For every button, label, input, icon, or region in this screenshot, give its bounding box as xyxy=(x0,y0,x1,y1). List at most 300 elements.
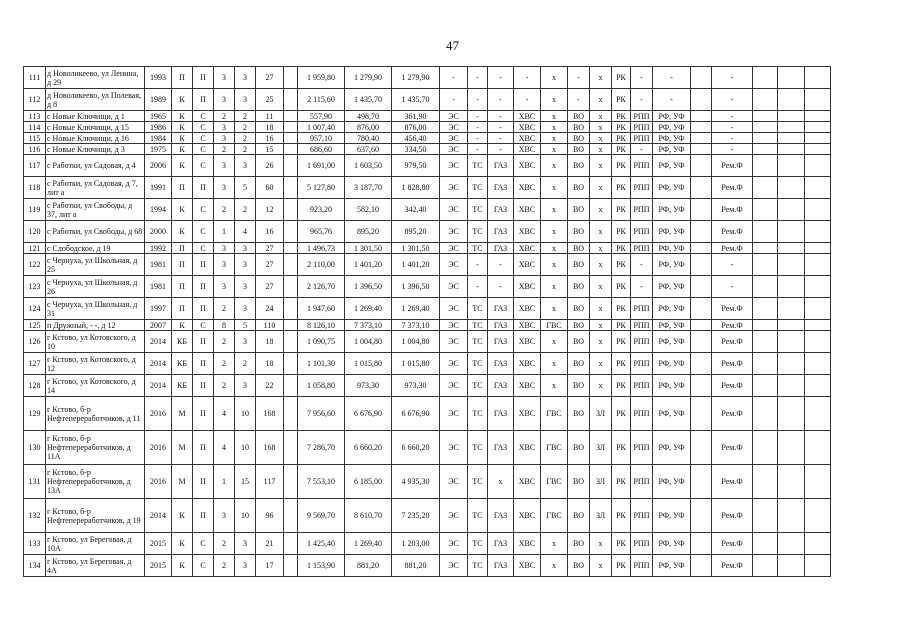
table-cell: ТС xyxy=(468,320,488,331)
table-cell xyxy=(805,67,831,89)
table-cell: ЗЛ xyxy=(590,465,612,499)
table-row xyxy=(24,431,831,465)
table-cell: ЭС xyxy=(440,221,468,243)
table-cell: 2007 xyxy=(145,320,172,331)
table-cell xyxy=(778,353,805,375)
table-cell: ГАЗ xyxy=(488,499,514,533)
table-cell xyxy=(753,397,778,431)
table-cell: К xyxy=(172,221,193,243)
table-cell: 5 xyxy=(235,320,256,331)
table-cell: 1 396,50 xyxy=(345,276,392,298)
table-cell: 2 xyxy=(214,199,235,221)
table-cell: ЭС xyxy=(440,177,468,199)
table-cell: ХВС xyxy=(514,431,541,465)
table-cell: ТС xyxy=(468,465,488,499)
table-cell xyxy=(691,67,712,89)
address-cell: с Работки, ул Свободы, д 37, лит а xyxy=(46,199,145,221)
table-cell: Рем.Ф xyxy=(712,533,753,555)
table-cell: 342,40 xyxy=(392,199,440,221)
table-row xyxy=(24,243,831,254)
table-cell xyxy=(753,465,778,499)
table-cell: РК xyxy=(612,298,631,320)
table-row xyxy=(24,331,831,353)
table-cell: ХВС xyxy=(514,254,541,276)
table-cell: ВО xyxy=(568,353,590,375)
table-cell: ЭС xyxy=(440,144,468,155)
table-cell: ТС xyxy=(468,431,488,465)
table-cell: П xyxy=(193,465,214,499)
table-cell: х xyxy=(541,353,568,375)
table-cell xyxy=(691,375,712,397)
table-cell: ХВС xyxy=(514,111,541,122)
table-cell: х xyxy=(541,375,568,397)
table-cell: х xyxy=(541,67,568,89)
table-cell: РПП xyxy=(631,111,653,122)
table-cell xyxy=(691,320,712,331)
table-cell xyxy=(691,221,712,243)
table-cell: 27 xyxy=(256,276,284,298)
table-cell: ВО xyxy=(568,431,590,465)
table-cell: П xyxy=(172,298,193,320)
table-cell xyxy=(284,555,298,577)
table-cell xyxy=(753,133,778,144)
table-cell: РК xyxy=(612,331,631,353)
table-cell: 10 xyxy=(235,499,256,533)
table-cell: 1984 xyxy=(145,133,172,144)
table-cell: 60 xyxy=(256,177,284,199)
table-cell: 2 xyxy=(214,298,235,320)
table-cell: ЭС xyxy=(440,431,468,465)
table-cell: ЭС xyxy=(440,243,468,254)
table-cell: ЭС xyxy=(440,353,468,375)
table-cell: х xyxy=(590,221,612,243)
table-cell xyxy=(284,375,298,397)
row-number: 122 xyxy=(24,254,46,276)
table-cell xyxy=(778,221,805,243)
table-cell: Рем.Ф xyxy=(712,499,753,533)
table-cell: 1 269,40 xyxy=(392,298,440,320)
table-cell xyxy=(691,243,712,254)
table-cell xyxy=(284,199,298,221)
address-cell: с Слободское, д 19 xyxy=(46,243,145,254)
table-cell: ВО xyxy=(568,397,590,431)
table-cell: К xyxy=(172,155,193,177)
table-cell: 1 279,90 xyxy=(392,67,440,89)
table-cell: х xyxy=(590,144,612,155)
table-cell: Рем.Ф xyxy=(712,221,753,243)
table-cell: РПП xyxy=(631,155,653,177)
table-cell: С xyxy=(193,555,214,577)
table-cell xyxy=(284,243,298,254)
table-cell: Рем.Ф xyxy=(712,375,753,397)
table-cell: ВО xyxy=(568,298,590,320)
table-cell: П xyxy=(193,499,214,533)
table-cell xyxy=(753,155,778,177)
table-cell: 1 xyxy=(214,465,235,499)
table-cell: - xyxy=(712,89,753,111)
table-cell: 1 828,80 xyxy=(392,177,440,199)
table-cell: РФ, УФ xyxy=(653,375,691,397)
table-cell xyxy=(753,555,778,577)
row-number: 130 xyxy=(24,431,46,465)
table-cell: 3 xyxy=(214,67,235,89)
table-cell xyxy=(691,254,712,276)
table-cell: ЗЛ xyxy=(590,431,612,465)
table-cell: 11 xyxy=(256,111,284,122)
table-cell: ХВС xyxy=(514,155,541,177)
table-cell xyxy=(753,67,778,89)
table-cell xyxy=(753,276,778,298)
table-cell: ВО xyxy=(568,465,590,499)
table-cell: Рем.Ф xyxy=(712,243,753,254)
table-cell xyxy=(805,243,831,254)
table-cell xyxy=(778,397,805,431)
table-cell: х xyxy=(541,221,568,243)
row-number: 113 xyxy=(24,111,46,122)
table-cell: 2 xyxy=(235,111,256,122)
table-cell xyxy=(778,298,805,320)
address-cell: с Новые Ключищи, д 15 xyxy=(46,122,145,133)
table-cell: ВО xyxy=(568,254,590,276)
table-cell: РФ, УФ xyxy=(653,298,691,320)
table-cell: К xyxy=(172,199,193,221)
table-cell: С xyxy=(193,221,214,243)
table-cell: РК xyxy=(612,555,631,577)
table-cell: 881,20 xyxy=(345,555,392,577)
table-cell: 1 496,73 xyxy=(298,243,345,254)
table-cell xyxy=(691,555,712,577)
table-cell: 973,30 xyxy=(392,375,440,397)
table-cell: ГАЗ xyxy=(488,199,514,221)
table-cell xyxy=(753,177,778,199)
table-cell: РК xyxy=(612,221,631,243)
table-cell: С xyxy=(193,243,214,254)
table-cell: 1 015,80 xyxy=(345,353,392,375)
table-row xyxy=(24,276,831,298)
table-cell: - xyxy=(468,144,488,155)
table-cell: 17 xyxy=(256,555,284,577)
table-cell: - xyxy=(514,89,541,111)
table-cell: 1975 xyxy=(145,144,172,155)
table-cell: КБ xyxy=(172,331,193,353)
table-cell: ГВС xyxy=(541,431,568,465)
table-cell: ТС xyxy=(468,298,488,320)
row-number: 115 xyxy=(24,133,46,144)
address-cell: г Кстово, б-р Нефтепереработчиков, д 11А xyxy=(46,431,145,465)
table-cell: РФ, УФ xyxy=(653,431,691,465)
address-cell: п Дружный, - -, д 12 xyxy=(46,320,145,331)
table-cell: - xyxy=(631,254,653,276)
table-cell: 881,20 xyxy=(392,555,440,577)
table-cell: ХВС xyxy=(514,331,541,353)
table-cell: 957,10 xyxy=(298,133,345,144)
table-cell: ХВС xyxy=(514,133,541,144)
table-cell xyxy=(753,89,778,111)
table-cell: - xyxy=(488,254,514,276)
table-cell: КБ xyxy=(172,353,193,375)
table-cell xyxy=(691,397,712,431)
table-cell: РК xyxy=(612,155,631,177)
table-cell: - xyxy=(488,67,514,89)
table-cell xyxy=(778,111,805,122)
table-row xyxy=(24,555,831,577)
table-cell: ЭС xyxy=(440,397,468,431)
row-number: 127 xyxy=(24,353,46,375)
table-cell: - xyxy=(653,89,691,111)
table-cell xyxy=(805,155,831,177)
table-cell: - xyxy=(468,254,488,276)
table-row xyxy=(24,133,831,144)
table-cell xyxy=(805,177,831,199)
table-cell: 3 xyxy=(214,254,235,276)
table-cell: 3 xyxy=(235,533,256,555)
table-cell xyxy=(691,276,712,298)
table-cell: Рем.Ф xyxy=(712,465,753,499)
table-cell: 334,50 xyxy=(392,144,440,155)
table-cell xyxy=(753,353,778,375)
table-cell: ЭС xyxy=(440,499,468,533)
table-cell: РПП xyxy=(631,499,653,533)
table-cell: 1986 xyxy=(145,122,172,133)
table-cell: ГАЗ xyxy=(488,353,514,375)
row-number: 121 xyxy=(24,243,46,254)
table-cell xyxy=(805,375,831,397)
table-cell: К xyxy=(172,555,193,577)
table-cell: 16 xyxy=(256,221,284,243)
table-cell xyxy=(284,353,298,375)
table-cell: ГАЗ xyxy=(488,397,514,431)
table-cell: РФ, УФ xyxy=(653,276,691,298)
table-cell: Рем.Ф xyxy=(712,298,753,320)
table-cell: 2 xyxy=(214,331,235,353)
table-cell xyxy=(284,144,298,155)
table-cell: ТС xyxy=(468,177,488,199)
table-cell xyxy=(753,144,778,155)
table-cell: - xyxy=(712,111,753,122)
table-cell xyxy=(284,533,298,555)
table-cell: ХВС xyxy=(514,144,541,155)
table-cell: РПП xyxy=(631,331,653,353)
table-cell: 7 235,20 xyxy=(392,499,440,533)
table-cell: 3 xyxy=(235,67,256,89)
table-cell: ЭС xyxy=(440,155,468,177)
table-cell xyxy=(805,431,831,465)
table-cell xyxy=(805,276,831,298)
table-cell: 1 xyxy=(214,221,235,243)
table-cell: РК xyxy=(612,67,631,89)
table-cell: 2016 xyxy=(145,465,172,499)
table-cell: 24 xyxy=(256,298,284,320)
table-cell: 10 xyxy=(235,397,256,431)
table-cell: ТС xyxy=(468,555,488,577)
table-cell xyxy=(778,144,805,155)
table-cell: - xyxy=(488,133,514,144)
table-cell: ГАЗ xyxy=(488,243,514,254)
table-cell: 3 xyxy=(214,155,235,177)
table-cell: 18 xyxy=(256,353,284,375)
table-cell: П xyxy=(172,276,193,298)
table-cell xyxy=(778,331,805,353)
table-cell xyxy=(778,555,805,577)
table-cell: ГАЗ xyxy=(488,320,514,331)
table-cell: 2016 xyxy=(145,431,172,465)
table-cell: ВО xyxy=(568,331,590,353)
table-cell: 2 xyxy=(214,533,235,555)
table-cell: 1 301,50 xyxy=(392,243,440,254)
table-cell: РФ, УФ xyxy=(653,499,691,533)
table-cell xyxy=(691,533,712,555)
table-cell: 3 xyxy=(214,276,235,298)
table-cell: ГВС xyxy=(541,499,568,533)
table-cell: 2 xyxy=(214,555,235,577)
table-cell: ХВС xyxy=(514,177,541,199)
table-cell: ТС xyxy=(468,243,488,254)
table-cell xyxy=(753,320,778,331)
table-cell xyxy=(753,122,778,133)
table-cell xyxy=(691,133,712,144)
table-cell: Рем.Ф xyxy=(712,177,753,199)
table-cell: 1 058,80 xyxy=(298,375,345,397)
table-row xyxy=(24,254,831,276)
table-row xyxy=(24,375,831,397)
table-cell: П xyxy=(172,67,193,89)
table-cell: ВО xyxy=(568,144,590,155)
table-cell: х xyxy=(590,320,612,331)
table-cell: П xyxy=(172,254,193,276)
table-cell: ВО xyxy=(568,375,590,397)
table-cell: 7 373,10 xyxy=(345,320,392,331)
table-cell: 27 xyxy=(256,254,284,276)
table-cell: РФ, УФ xyxy=(653,465,691,499)
table-cell: 117 xyxy=(256,465,284,499)
table-cell: 2006 xyxy=(145,155,172,177)
table-cell: РК xyxy=(612,375,631,397)
table-cell: РФ, УФ xyxy=(653,243,691,254)
row-number: 119 xyxy=(24,199,46,221)
table-cell: ГАЗ xyxy=(488,375,514,397)
table-cell: 1 004,80 xyxy=(345,331,392,353)
table-cell: 1965 xyxy=(145,111,172,122)
table-cell: С xyxy=(193,144,214,155)
table-cell: - xyxy=(468,122,488,133)
table-cell: 2 xyxy=(235,133,256,144)
table-row xyxy=(24,221,831,243)
table-cell xyxy=(284,331,298,353)
table-cell xyxy=(691,331,712,353)
table-cell: 2 126,70 xyxy=(298,276,345,298)
table-cell xyxy=(805,89,831,111)
table-cell xyxy=(284,499,298,533)
table-cell: 8 610,70 xyxy=(345,499,392,533)
table-cell xyxy=(778,431,805,465)
table-cell: РК xyxy=(612,111,631,122)
address-cell: с Новые Ключищи, д 1 xyxy=(46,111,145,122)
table-cell: 18 xyxy=(256,331,284,353)
table-cell: 9 569,70 xyxy=(298,499,345,533)
table-cell: 456,40 xyxy=(392,133,440,144)
table-cell xyxy=(805,397,831,431)
table-cell: П xyxy=(193,254,214,276)
table-cell: ТС xyxy=(468,533,488,555)
table-cell: 27 xyxy=(256,67,284,89)
table-cell: ЭС xyxy=(440,276,468,298)
address-cell: с Чернуха, ул Школьная, д 25 xyxy=(46,254,145,276)
table-cell: 1991 xyxy=(145,177,172,199)
table-cell: 2014 xyxy=(145,353,172,375)
table-cell: 1 203,00 xyxy=(392,533,440,555)
table-cell: - xyxy=(712,144,753,155)
table-cell: - xyxy=(488,276,514,298)
table-cell xyxy=(778,375,805,397)
table-cell: РК xyxy=(612,353,631,375)
table-cell: РПП xyxy=(631,533,653,555)
table-cell: 2 xyxy=(235,122,256,133)
table-cell: - xyxy=(468,133,488,144)
table-cell: 3 xyxy=(235,331,256,353)
table-cell: 3 xyxy=(235,276,256,298)
table-cell: П xyxy=(193,397,214,431)
table-cell: К xyxy=(172,499,193,533)
table-cell: ВО xyxy=(568,155,590,177)
row-number: 111 xyxy=(24,67,46,89)
table-cell: 780,40 xyxy=(345,133,392,144)
table-cell: 2 115,60 xyxy=(298,89,345,111)
table-cell: 1 015,80 xyxy=(392,353,440,375)
table-row xyxy=(24,155,831,177)
table-cell: ВО xyxy=(568,177,590,199)
table-cell xyxy=(753,243,778,254)
table-row xyxy=(24,465,831,499)
row-number: 123 xyxy=(24,276,46,298)
address-cell: г Кстово, ул Котовского, д 12 xyxy=(46,353,145,375)
table-cell: РФ, УФ xyxy=(653,199,691,221)
table-cell: РФ, УФ xyxy=(653,144,691,155)
table-cell xyxy=(805,111,831,122)
table-cell: - xyxy=(712,133,753,144)
table-cell: ХВС xyxy=(514,320,541,331)
row-number: 116 xyxy=(24,144,46,155)
table-cell: х xyxy=(590,243,612,254)
table-cell xyxy=(778,320,805,331)
table-cell: х xyxy=(590,298,612,320)
table-cell: 7 373,10 xyxy=(392,320,440,331)
table-cell: 6 676,90 xyxy=(392,397,440,431)
table-row xyxy=(24,111,831,122)
row-number: 133 xyxy=(24,533,46,555)
table-cell xyxy=(805,499,831,533)
table-cell xyxy=(778,67,805,89)
table-cell xyxy=(691,155,712,177)
row-number: 114 xyxy=(24,122,46,133)
table-row xyxy=(24,144,831,155)
table-cell: 1981 xyxy=(145,276,172,298)
table-cell: 3 xyxy=(235,155,256,177)
table-cell: ЭС xyxy=(440,375,468,397)
table-cell: К xyxy=(172,111,193,122)
row-number: 120 xyxy=(24,221,46,243)
table-cell: х xyxy=(541,122,568,133)
row-number: 128 xyxy=(24,375,46,397)
table-cell: РФ, УФ xyxy=(653,111,691,122)
address-cell: г Кстово, б-р Нефтепереработчиков, д 19 xyxy=(46,499,145,533)
table-cell: - xyxy=(712,67,753,89)
table-cell: 2 xyxy=(235,144,256,155)
table-cell: 2015 xyxy=(145,555,172,577)
table-cell: х xyxy=(541,555,568,577)
table-cell xyxy=(805,122,831,133)
table-cell: х xyxy=(590,155,612,177)
table-cell: РФ, УФ xyxy=(653,397,691,431)
